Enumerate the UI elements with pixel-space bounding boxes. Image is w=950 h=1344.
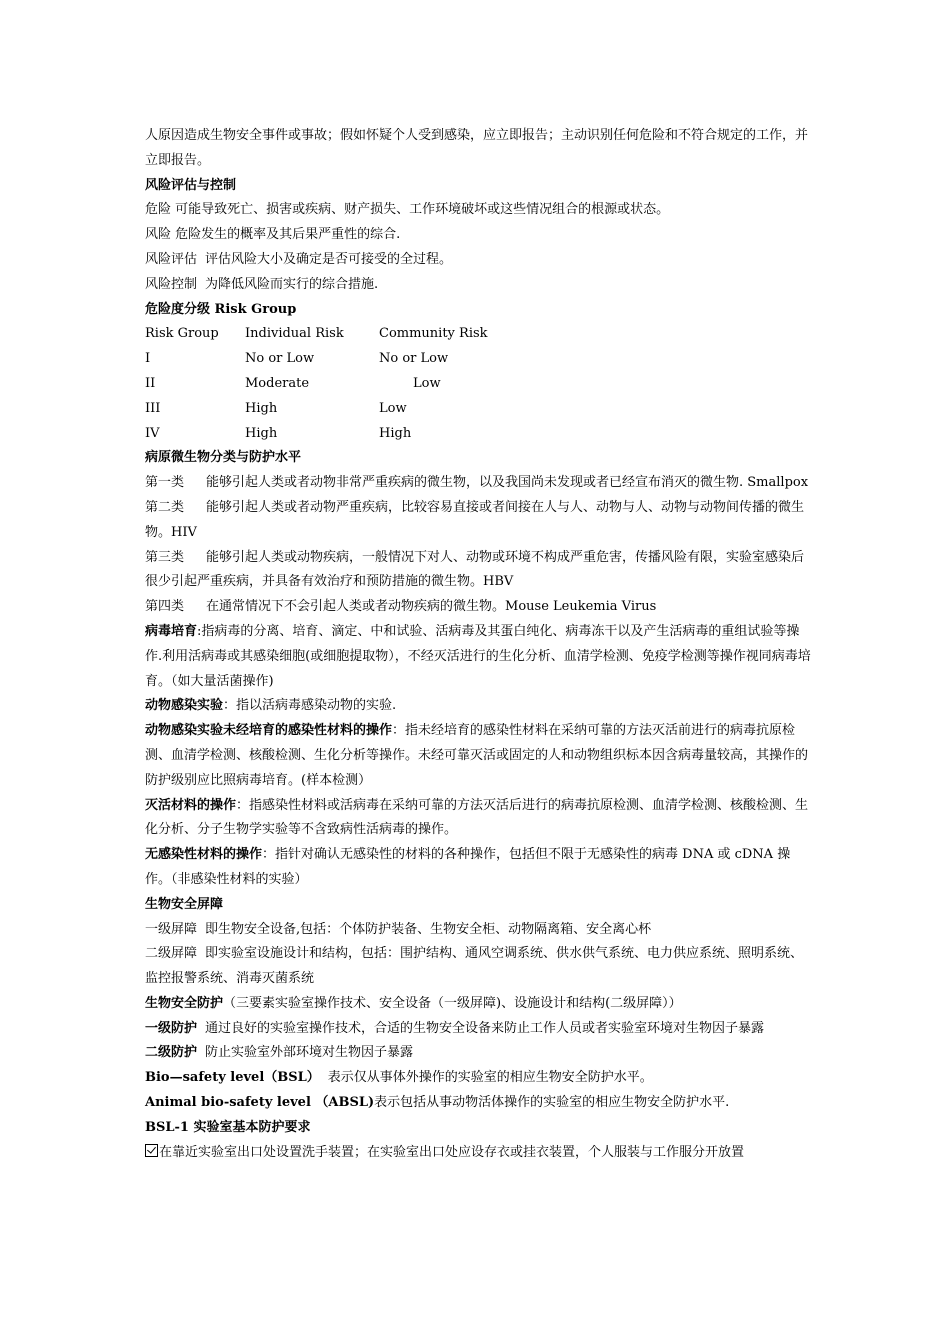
primary-barrier-paragraph [145,918,815,943]
risk-group-table [145,322,815,446]
primary-protection-paragraph [145,1017,815,1042]
definition-risk-assessment [145,248,815,273]
inactivated-material-paragraph [145,794,815,844]
biosafety-protection-paragraph [145,992,815,1017]
animal-infection-paragraph [145,694,815,719]
term: 二级屏障 [145,946,198,962]
definition-risk-control [145,273,815,298]
definition-risk [145,223,815,248]
table-cell: IV [145,425,160,441]
table-header-cell: Individual Risk [245,326,344,342]
definition-text: 为降低风险而实行的综合措施. [205,276,379,292]
term: 风险控制 [145,276,198,292]
table-cell: I [145,351,151,367]
definition-text: 可能导致死亡、损害或疾病、财产损失、工作环境破坏或这些情况组合的根源或状态。 [175,202,670,218]
secondary-barrier-paragraph [145,942,815,992]
table-cell: III [145,400,161,416]
noninfectious-material-paragraph [145,843,815,893]
class-text: 能够引起人类或动物疾病，一般情况下对人、动物或环境不构成严重危害，传播风险有限，实验室感染后很少引起严重疾病，并具备有效治疗和预防措施的微生物。HBV [145,549,805,590]
class-text: 能够引起人类或者动物非常严重疾病的微生物，以及我国尚未发现或者已经宣布消灭的微生物. Smallpox [206,475,809,491]
definition-hazard [145,198,815,223]
definition-text: （三要素实验室操作技术、安全设备（一级屏障)、设施设计和结构(二级屏障）） [223,995,682,1011]
definition-text: 即生物安全设备,包括：个体防护装备、生物安全柜、动物隔离箱、安全离心杯 [205,921,652,937]
table-cell: No or Low [379,351,449,367]
class-4-paragraph [145,595,815,620]
table-cell: High [245,400,278,416]
heading-biosafety-barrier: 生物安全屏障 [145,896,224,912]
term: 病毒培育 [145,623,198,639]
term: 动物感染实验未经培育的感染性材料的操作 [145,723,393,739]
definition-text: :指病毒的分离、培育、滴定、中和试验、活病毒及其蛋白纯化、病毒冻干以及产生活病毒的重组试验等操作.利用活病毒或其感染细胞(或细胞提取物），不经灭活进行的生化分析、血清学检测、免疫学检测等操作视同病毒培育。（如大量活菌操作) [145,623,811,689]
class-1-paragraph [145,471,815,496]
term: Bio—safety level（BSL） [145,1070,320,1086]
table-row [145,372,815,397]
document-body [145,124,815,1165]
table-cell: Low [413,375,441,391]
definition-text: ：指以活病毒感染动物的实验. [223,698,397,714]
definition-text: 防止实验室外部环境对生物因子暴露 [205,1045,414,1061]
heading-risk-assessment: 风险评估与控制 [145,177,237,193]
term: 生物安全防护 [145,995,224,1011]
table-cell: II [145,375,156,391]
term: 无感染性材料的操作 [145,847,263,863]
definition-text: ：指感染性材料或活病毒在采纳可靠的方法灭活后进行的病毒抗原检测、血清学检测、核酸检测、生化分析、分子生物学实验等不含致病性活病毒的操作。 [145,797,809,838]
paragraph-intro: 人原因造成生物安全事件或事故；假如怀疑个人受到感染，应立即报告；主动识别任何危险和不符合规定的工作，并立即报告。 [145,128,809,168]
term: 动物感染实验 [145,698,224,714]
table-cell: High [245,425,278,441]
table-cell: Moderate [245,375,310,391]
table-header-row [145,322,815,347]
term: 危险 [145,202,172,218]
requirement-text: 在靠近实验室出口处设置洗手装置；在实验室出口处应设存衣或挂衣装置，个人服装与工作服分开放置 [159,1144,745,1160]
bsl-paragraph [145,1066,815,1091]
term: 二级防护 [145,1045,198,1061]
class-label: 第四类 [145,599,185,615]
class-text: 在通常情况下不会引起人类或者动物疾病的微生物。Mouse Leukemia Virus [206,599,657,615]
term: 风险 [145,227,172,243]
checkbox-checked-icon [145,1144,158,1157]
heading-risk-group: 危险度分级 Risk Group [145,301,297,317]
table-cell: No or Low [245,351,315,367]
class-2-paragraph [145,496,815,546]
definition-text: 危险发生的概率及其后果严重性的综合. [175,227,401,243]
term: 灭活材料的操作 [145,797,237,813]
bsl1-requirement-item [145,1141,815,1166]
secondary-protection-paragraph [145,1041,815,1066]
table-cell: Low [379,400,407,416]
virus-culture-paragraph [145,620,815,694]
table-row [145,347,815,372]
definition-text: 即实验室设施设计和结构，包括：围护结构、通风空调系统、供水供气系统、电力供应系统、照明系统、监控报警系统、消毒灭菌系统 [145,946,804,987]
term: 一级屏障 [145,921,198,937]
class-3-paragraph [145,546,815,596]
table-row [145,397,815,422]
definition-text: 表示仅从事体外操作的实验室的相应生物安全防护水平。 [327,1070,653,1086]
table-header-cell: Risk Group [145,326,219,342]
class-text: 能够引起人类或者动物严重疾病，比较容易直接或者间接在人与人、动物与人、动物与动物间传播的微生物。HIV [145,499,805,540]
class-label: 第三类 [145,549,185,565]
heading-bsl1-requirements: BSL-1 实验室基本防护要求 [145,1119,311,1135]
table-header-cell: Community Risk [379,326,488,342]
definition-text: ：指未经培育的感染性材料在采纳可靠的方法灭活前进行的病毒抗原检测、血清学检测、核酸检测、生化分析等操作。未经可靠灭活或固定的人和动物组织标本因含病毒量较高，其操作的防护级别应比照病毒培育。(样本检测） [145,723,809,788]
term: 风险评估 [145,251,198,267]
definition-text: 评估风险大小及确定是否可接受的全过程。 [205,251,453,267]
table-row [145,422,815,447]
definition-text: ：指针对确认无感染性的材料的各种操作，包括但不限于无感染性的病毒 DNA 或 cDNA 操作。（非感染性材料的实验） [145,847,791,887]
class-label: 第一类 [145,475,185,491]
definition-text: 表示包括从事动物活体操作的实验室的相应生物安全防护水平. [374,1095,730,1111]
definition-text: 通过良好的实验室操作技术，合适的生物安全设备来防止工作人员或者实验室环境对生物因子暴露 [205,1020,765,1036]
absl-paragraph [145,1091,815,1116]
heading-pathogen-classification: 病原微生物分类与防护水平 [145,450,302,466]
class-label: 第二类 [145,499,185,515]
uncultured-material-paragraph [145,719,815,793]
table-cell: High [379,425,412,441]
term: Animal bio-safety level （ABSL) [145,1095,375,1111]
term: 一级防护 [145,1020,198,1036]
